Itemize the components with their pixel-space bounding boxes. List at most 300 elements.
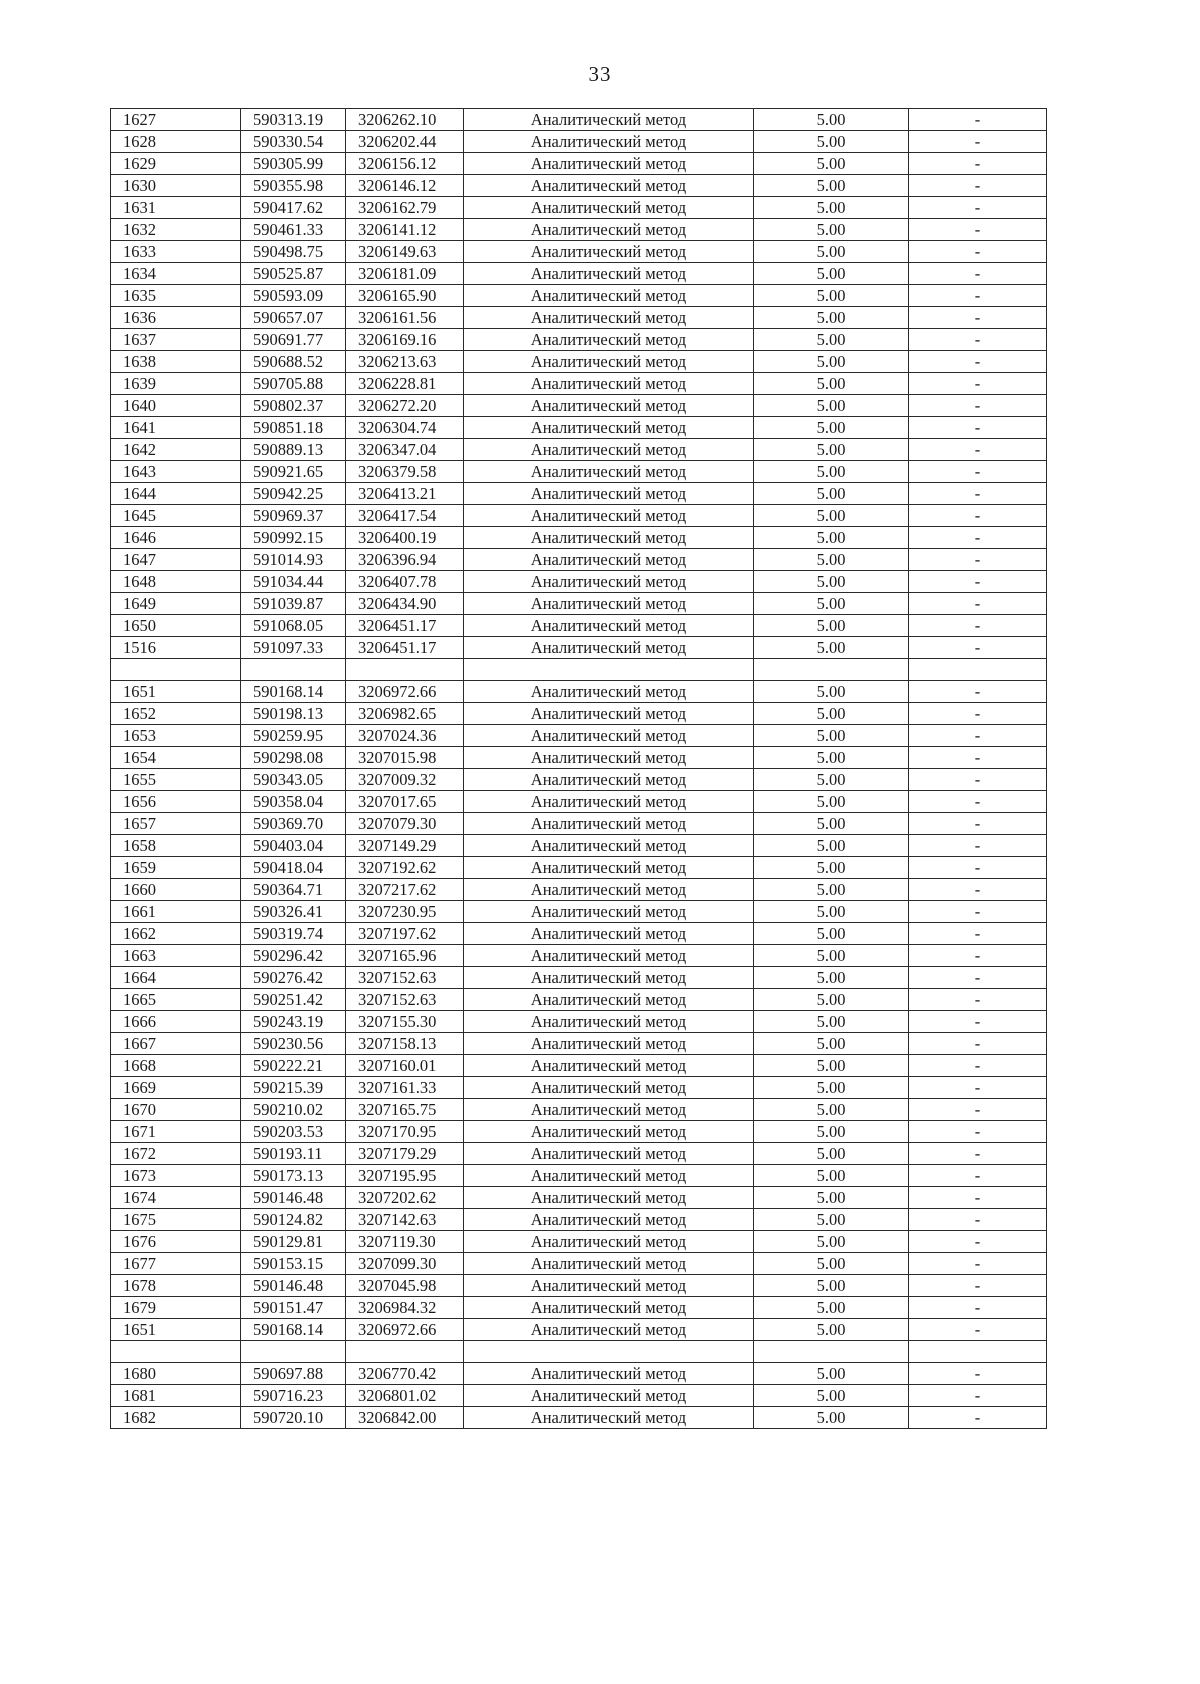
y-coordinate-cell: 3206434.90: [346, 593, 464, 615]
accuracy-cell: 5.00: [754, 1319, 909, 1341]
y-coordinate-cell: 3207192.62: [346, 857, 464, 879]
x-coordinate-cell: 591097.33: [241, 637, 346, 659]
note-cell: -: [909, 857, 1047, 879]
x-coordinate-cell: 590151.47: [241, 1297, 346, 1319]
y-coordinate-cell: 3206451.17: [346, 637, 464, 659]
y-coordinate-cell: 3206417.54: [346, 505, 464, 527]
accuracy-cell: 5.00: [754, 637, 909, 659]
x-coordinate-cell: 590298.08: [241, 747, 346, 769]
method-cell: Аналитический метод: [464, 923, 754, 945]
accuracy-cell: 5.00: [754, 1187, 909, 1209]
y-coordinate-cell: 3206972.66: [346, 681, 464, 703]
accuracy-cell: 5.00: [754, 1253, 909, 1275]
method-cell: Аналитический метод: [464, 1407, 754, 1429]
point-number-cell: 1680: [111, 1363, 241, 1385]
y-coordinate-cell: 3207217.62: [346, 879, 464, 901]
point-number-cell: 1654: [111, 747, 241, 769]
accuracy-cell: 5.00: [754, 1077, 909, 1099]
point-number-cell: 1659: [111, 857, 241, 879]
y-coordinate-cell: 3207015.98: [346, 747, 464, 769]
note-cell: -: [909, 527, 1047, 549]
point-number-cell: 1655: [111, 769, 241, 791]
table-row: [111, 527, 1047, 549]
spacer-row: [111, 1341, 1047, 1363]
table-row: [111, 1033, 1047, 1055]
method-cell: [464, 659, 754, 681]
table-row: [111, 1319, 1047, 1341]
point-number-cell: 1681: [111, 1385, 241, 1407]
x-coordinate-cell: [241, 1341, 346, 1363]
note-cell: -: [909, 1385, 1047, 1407]
point-number-cell: 1663: [111, 945, 241, 967]
accuracy-cell: 5.00: [754, 527, 909, 549]
method-cell: Аналитический метод: [464, 1253, 754, 1275]
y-coordinate-cell: 3207202.62: [346, 1187, 464, 1209]
note-cell: -: [909, 1121, 1047, 1143]
x-coordinate-cell: 590525.87: [241, 263, 346, 285]
point-number-cell: 1645: [111, 505, 241, 527]
table-row: [111, 373, 1047, 395]
table-row: [111, 747, 1047, 769]
y-coordinate-cell: 3206413.21: [346, 483, 464, 505]
x-coordinate-cell: 590851.18: [241, 417, 346, 439]
accuracy-cell: 5.00: [754, 571, 909, 593]
point-number-cell: [111, 659, 241, 681]
accuracy-cell: 5.00: [754, 725, 909, 747]
x-coordinate-cell: 590276.42: [241, 967, 346, 989]
y-coordinate-cell: 3207045.98: [346, 1275, 464, 1297]
x-coordinate-cell: 590215.39: [241, 1077, 346, 1099]
point-number-cell: 1660: [111, 879, 241, 901]
note-cell: -: [909, 593, 1047, 615]
y-coordinate-cell: 3206228.81: [346, 373, 464, 395]
accuracy-cell: 5.00: [754, 461, 909, 483]
point-number-cell: 1672: [111, 1143, 241, 1165]
x-coordinate-cell: 590461.33: [241, 219, 346, 241]
accuracy-cell: 5.00: [754, 241, 909, 263]
accuracy-cell: 5.00: [754, 263, 909, 285]
x-coordinate-cell: 590222.21: [241, 1055, 346, 1077]
table-row: [111, 351, 1047, 373]
accuracy-cell: 5.00: [754, 373, 909, 395]
note-cell: -: [909, 1319, 1047, 1341]
note-cell: -: [909, 725, 1047, 747]
point-number-cell: 1653: [111, 725, 241, 747]
method-cell: Аналитический метод: [464, 351, 754, 373]
table-row: [111, 835, 1047, 857]
point-number-cell: 1678: [111, 1275, 241, 1297]
accuracy-cell: [754, 1341, 909, 1363]
accuracy-cell: 5.00: [754, 1363, 909, 1385]
point-number-cell: 1651: [111, 1319, 241, 1341]
table-row: [111, 989, 1047, 1011]
x-coordinate-cell: 590124.82: [241, 1209, 346, 1231]
x-coordinate-cell: 590193.11: [241, 1143, 346, 1165]
point-number-cell: 1658: [111, 835, 241, 857]
y-coordinate-cell: 3207009.32: [346, 769, 464, 791]
table-row: [111, 725, 1047, 747]
x-coordinate-cell: 590296.42: [241, 945, 346, 967]
point-number-cell: 1657: [111, 813, 241, 835]
point-number-cell: 1631: [111, 197, 241, 219]
method-cell: Аналитический метод: [464, 1011, 754, 1033]
x-coordinate-cell: 590305.99: [241, 153, 346, 175]
y-coordinate-cell: 3207099.30: [346, 1253, 464, 1275]
point-number-cell: 1649: [111, 593, 241, 615]
note-cell: -: [909, 1143, 1047, 1165]
table-row: [111, 615, 1047, 637]
table-row: [111, 285, 1047, 307]
method-cell: Аналитический метод: [464, 263, 754, 285]
y-coordinate-cell: [346, 659, 464, 681]
method-cell: Аналитический метод: [464, 681, 754, 703]
x-coordinate-cell: 590688.52: [241, 351, 346, 373]
note-cell: -: [909, 197, 1047, 219]
table-row: [111, 307, 1047, 329]
note-cell: -: [909, 153, 1047, 175]
accuracy-cell: 5.00: [754, 1231, 909, 1253]
table-row: [111, 1363, 1047, 1385]
accuracy-cell: 5.00: [754, 131, 909, 153]
point-number-cell: 1627: [111, 109, 241, 131]
note-cell: -: [909, 835, 1047, 857]
method-cell: Аналитический метод: [464, 1297, 754, 1319]
note-cell: -: [909, 769, 1047, 791]
y-coordinate-cell: 3206181.09: [346, 263, 464, 285]
table-row: [111, 439, 1047, 461]
method-cell: Аналитический метод: [464, 1231, 754, 1253]
method-cell: Аналитический метод: [464, 1319, 754, 1341]
method-cell: Аналитический метод: [464, 615, 754, 637]
x-coordinate-cell: 590802.37: [241, 395, 346, 417]
x-coordinate-cell: 590319.74: [241, 923, 346, 945]
table-row: [111, 1187, 1047, 1209]
x-coordinate-cell: 590720.10: [241, 1407, 346, 1429]
method-cell: Аналитический метод: [464, 593, 754, 615]
point-number-cell: 1667: [111, 1033, 241, 1055]
x-coordinate-cell: 590992.15: [241, 527, 346, 549]
method-cell: Аналитический метод: [464, 439, 754, 461]
accuracy-cell: 5.00: [754, 923, 909, 945]
method-cell: Аналитический метод: [464, 483, 754, 505]
page-number: 33: [588, 62, 612, 86]
method-cell: Аналитический метод: [464, 813, 754, 835]
x-coordinate-cell: 590146.48: [241, 1187, 346, 1209]
note-cell: -: [909, 923, 1047, 945]
point-number-cell: 1668: [111, 1055, 241, 1077]
note-cell: -: [909, 1099, 1047, 1121]
method-cell: [464, 1341, 754, 1363]
point-number-cell: 1640: [111, 395, 241, 417]
note-cell: -: [909, 395, 1047, 417]
method-cell: Аналитический метод: [464, 153, 754, 175]
table-row: [111, 1121, 1047, 1143]
x-coordinate-cell: 590313.19: [241, 109, 346, 131]
table-row: [111, 681, 1047, 703]
y-coordinate-cell: 3206400.19: [346, 527, 464, 549]
point-number-cell: 1662: [111, 923, 241, 945]
accuracy-cell: 5.00: [754, 747, 909, 769]
x-coordinate-cell: 590697.88: [241, 1363, 346, 1385]
method-cell: Аналитический метод: [464, 1077, 754, 1099]
x-coordinate-cell: 590969.37: [241, 505, 346, 527]
x-coordinate-cell: 590129.81: [241, 1231, 346, 1253]
x-coordinate-cell: 590705.88: [241, 373, 346, 395]
point-number-cell: 1670: [111, 1099, 241, 1121]
note-cell: -: [909, 1363, 1047, 1385]
table-row: [111, 505, 1047, 527]
accuracy-cell: 5.00: [754, 1011, 909, 1033]
note-cell: -: [909, 109, 1047, 131]
table-row: [111, 1297, 1047, 1319]
x-coordinate-cell: 591068.05: [241, 615, 346, 637]
y-coordinate-cell: 3206972.66: [346, 1319, 464, 1341]
note-cell: -: [909, 285, 1047, 307]
table-row: [111, 791, 1047, 813]
note-cell: -: [909, 351, 1047, 373]
table-row: [111, 637, 1047, 659]
point-number-cell: 1675: [111, 1209, 241, 1231]
method-cell: Аналитический метод: [464, 285, 754, 307]
x-coordinate-cell: 590210.02: [241, 1099, 346, 1121]
accuracy-cell: 5.00: [754, 1297, 909, 1319]
table-row: [111, 1209, 1047, 1231]
table-row: [111, 109, 1047, 131]
table-row: [111, 153, 1047, 175]
table-row: [111, 1011, 1047, 1033]
point-number-cell: 1516: [111, 637, 241, 659]
table-row: [111, 703, 1047, 725]
y-coordinate-cell: 3206379.58: [346, 461, 464, 483]
x-coordinate-cell: 591039.87: [241, 593, 346, 615]
method-cell: Аналитический метод: [464, 417, 754, 439]
table-row: [111, 175, 1047, 197]
note-cell: -: [909, 549, 1047, 571]
method-cell: Аналитический метод: [464, 1363, 754, 1385]
y-coordinate-cell: 3206984.32: [346, 1297, 464, 1319]
spacer-row: [111, 659, 1047, 681]
point-number-cell: [111, 1341, 241, 1363]
point-number-cell: 1628: [111, 131, 241, 153]
y-coordinate-cell: 3206982.65: [346, 703, 464, 725]
y-coordinate-cell: 3206272.20: [346, 395, 464, 417]
note-cell: -: [909, 329, 1047, 351]
table-row: [111, 549, 1047, 571]
method-cell: Аналитический метод: [464, 1165, 754, 1187]
table-row: [111, 923, 1047, 945]
method-cell: Аналитический метод: [464, 1209, 754, 1231]
table-row: [111, 1165, 1047, 1187]
accuracy-cell: 5.00: [754, 813, 909, 835]
point-number-cell: 1651: [111, 681, 241, 703]
table-row: [111, 1407, 1047, 1429]
y-coordinate-cell: 3207142.63: [346, 1209, 464, 1231]
note-cell: -: [909, 813, 1047, 835]
accuracy-cell: 5.00: [754, 549, 909, 571]
table-row: [111, 395, 1047, 417]
method-cell: Аналитический метод: [464, 571, 754, 593]
accuracy-cell: 5.00: [754, 439, 909, 461]
method-cell: Аналитический метод: [464, 967, 754, 989]
accuracy-cell: 5.00: [754, 483, 909, 505]
method-cell: Аналитический метод: [464, 989, 754, 1011]
y-coordinate-cell: 3206202.44: [346, 131, 464, 153]
method-cell: Аналитический метод: [464, 1099, 754, 1121]
y-coordinate-cell: 3206396.94: [346, 549, 464, 571]
table-row: [111, 879, 1047, 901]
accuracy-cell: 5.00: [754, 989, 909, 1011]
table-row: [111, 461, 1047, 483]
note-cell: -: [909, 989, 1047, 1011]
method-cell: Аналитический метод: [464, 505, 754, 527]
point-number-cell: 1664: [111, 967, 241, 989]
method-cell: Аналитический метод: [464, 131, 754, 153]
accuracy-cell: 5.00: [754, 615, 909, 637]
point-number-cell: 1665: [111, 989, 241, 1011]
x-coordinate-cell: 590942.25: [241, 483, 346, 505]
y-coordinate-cell: 3207179.29: [346, 1143, 464, 1165]
note-cell: -: [909, 1253, 1047, 1275]
point-number-cell: 1643: [111, 461, 241, 483]
point-number-cell: 1677: [111, 1253, 241, 1275]
note-cell: -: [909, 263, 1047, 285]
point-number-cell: 1674: [111, 1187, 241, 1209]
x-coordinate-cell: 591034.44: [241, 571, 346, 593]
x-coordinate-cell: 590343.05: [241, 769, 346, 791]
point-number-cell: 1630: [111, 175, 241, 197]
note-cell: -: [909, 461, 1047, 483]
y-coordinate-cell: 3206262.10: [346, 109, 464, 131]
y-coordinate-cell: 3207170.95: [346, 1121, 464, 1143]
note-cell: -: [909, 879, 1047, 901]
table-row: [111, 1077, 1047, 1099]
y-coordinate-cell: 3206801.02: [346, 1385, 464, 1407]
method-cell: Аналитический метод: [464, 725, 754, 747]
note-cell: -: [909, 439, 1047, 461]
method-cell: Аналитический метод: [464, 769, 754, 791]
accuracy-cell: 5.00: [754, 1165, 909, 1187]
table-row: [111, 1385, 1047, 1407]
method-cell: Аналитический метод: [464, 1121, 754, 1143]
point-number-cell: 1629: [111, 153, 241, 175]
accuracy-cell: 5.00: [754, 1407, 909, 1429]
coordinates-table-body: [111, 109, 1047, 1429]
table-row: [111, 1099, 1047, 1121]
x-coordinate-cell: [241, 659, 346, 681]
accuracy-cell: 5.00: [754, 857, 909, 879]
y-coordinate-cell: 3207195.95: [346, 1165, 464, 1187]
accuracy-cell: 5.00: [754, 901, 909, 923]
method-cell: Аналитический метод: [464, 329, 754, 351]
x-coordinate-cell: 590251.42: [241, 989, 346, 1011]
table-row: [111, 857, 1047, 879]
accuracy-cell: 5.00: [754, 1385, 909, 1407]
accuracy-cell: 5.00: [754, 1033, 909, 1055]
table-row: [111, 1275, 1047, 1297]
method-cell: Аналитический метод: [464, 373, 754, 395]
accuracy-cell: 5.00: [754, 1275, 909, 1297]
note-cell: -: [909, 219, 1047, 241]
note-cell: [909, 659, 1047, 681]
accuracy-cell: 5.00: [754, 285, 909, 307]
point-number-cell: 1646: [111, 527, 241, 549]
accuracy-cell: 5.00: [754, 967, 909, 989]
note-cell: -: [909, 1297, 1047, 1319]
accuracy-cell: 5.00: [754, 1055, 909, 1077]
table-row: [111, 945, 1047, 967]
y-coordinate-cell: [346, 1341, 464, 1363]
method-cell: Аналитический метод: [464, 1275, 754, 1297]
method-cell: Аналитический метод: [464, 197, 754, 219]
y-coordinate-cell: 3206161.56: [346, 307, 464, 329]
y-coordinate-cell: 3206770.42: [346, 1363, 464, 1385]
point-number-cell: 1632: [111, 219, 241, 241]
accuracy-cell: 5.00: [754, 1099, 909, 1121]
table-row: [111, 769, 1047, 791]
note-cell: -: [909, 703, 1047, 725]
note-cell: -: [909, 417, 1047, 439]
table-row: [111, 571, 1047, 593]
accuracy-cell: 5.00: [754, 197, 909, 219]
y-coordinate-cell: 3207165.96: [346, 945, 464, 967]
note-cell: -: [909, 175, 1047, 197]
note-cell: -: [909, 681, 1047, 703]
y-coordinate-cell: 3207152.63: [346, 967, 464, 989]
accuracy-cell: 5.00: [754, 505, 909, 527]
x-coordinate-cell: 590657.07: [241, 307, 346, 329]
method-cell: Аналитический метод: [464, 175, 754, 197]
y-coordinate-cell: 3206141.12: [346, 219, 464, 241]
x-coordinate-cell: 590146.48: [241, 1275, 346, 1297]
point-number-cell: 1634: [111, 263, 241, 285]
method-cell: Аналитический метод: [464, 395, 754, 417]
point-number-cell: 1656: [111, 791, 241, 813]
note-cell: -: [909, 1055, 1047, 1077]
x-coordinate-cell: 590369.70: [241, 813, 346, 835]
method-cell: Аналитический метод: [464, 527, 754, 549]
method-cell: Аналитический метод: [464, 1055, 754, 1077]
note-cell: -: [909, 901, 1047, 923]
point-number-cell: 1644: [111, 483, 241, 505]
x-coordinate-cell: 590243.19: [241, 1011, 346, 1033]
note-cell: -: [909, 1231, 1047, 1253]
method-cell: Аналитический метод: [464, 461, 754, 483]
method-cell: Аналитический метод: [464, 219, 754, 241]
accuracy-cell: 5.00: [754, 307, 909, 329]
table-row: [111, 131, 1047, 153]
x-coordinate-cell: 590889.13: [241, 439, 346, 461]
method-cell: Аналитический метод: [464, 791, 754, 813]
table-row: [111, 901, 1047, 923]
accuracy-cell: 5.00: [754, 791, 909, 813]
y-coordinate-cell: 3206149.63: [346, 241, 464, 263]
accuracy-cell: 5.00: [754, 329, 909, 351]
x-coordinate-cell: 590358.04: [241, 791, 346, 813]
note-cell: -: [909, 637, 1047, 659]
x-coordinate-cell: 590153.15: [241, 1253, 346, 1275]
point-number-cell: 1671: [111, 1121, 241, 1143]
point-number-cell: 1666: [111, 1011, 241, 1033]
y-coordinate-cell: 3207158.13: [346, 1033, 464, 1055]
method-cell: Аналитический метод: [464, 835, 754, 857]
accuracy-cell: 5.00: [754, 879, 909, 901]
point-number-cell: 1637: [111, 329, 241, 351]
point-number-cell: 1641: [111, 417, 241, 439]
method-cell: Аналитический метод: [464, 901, 754, 923]
x-coordinate-cell: 590326.41: [241, 901, 346, 923]
note-cell: -: [909, 967, 1047, 989]
y-coordinate-cell: 3206213.63: [346, 351, 464, 373]
